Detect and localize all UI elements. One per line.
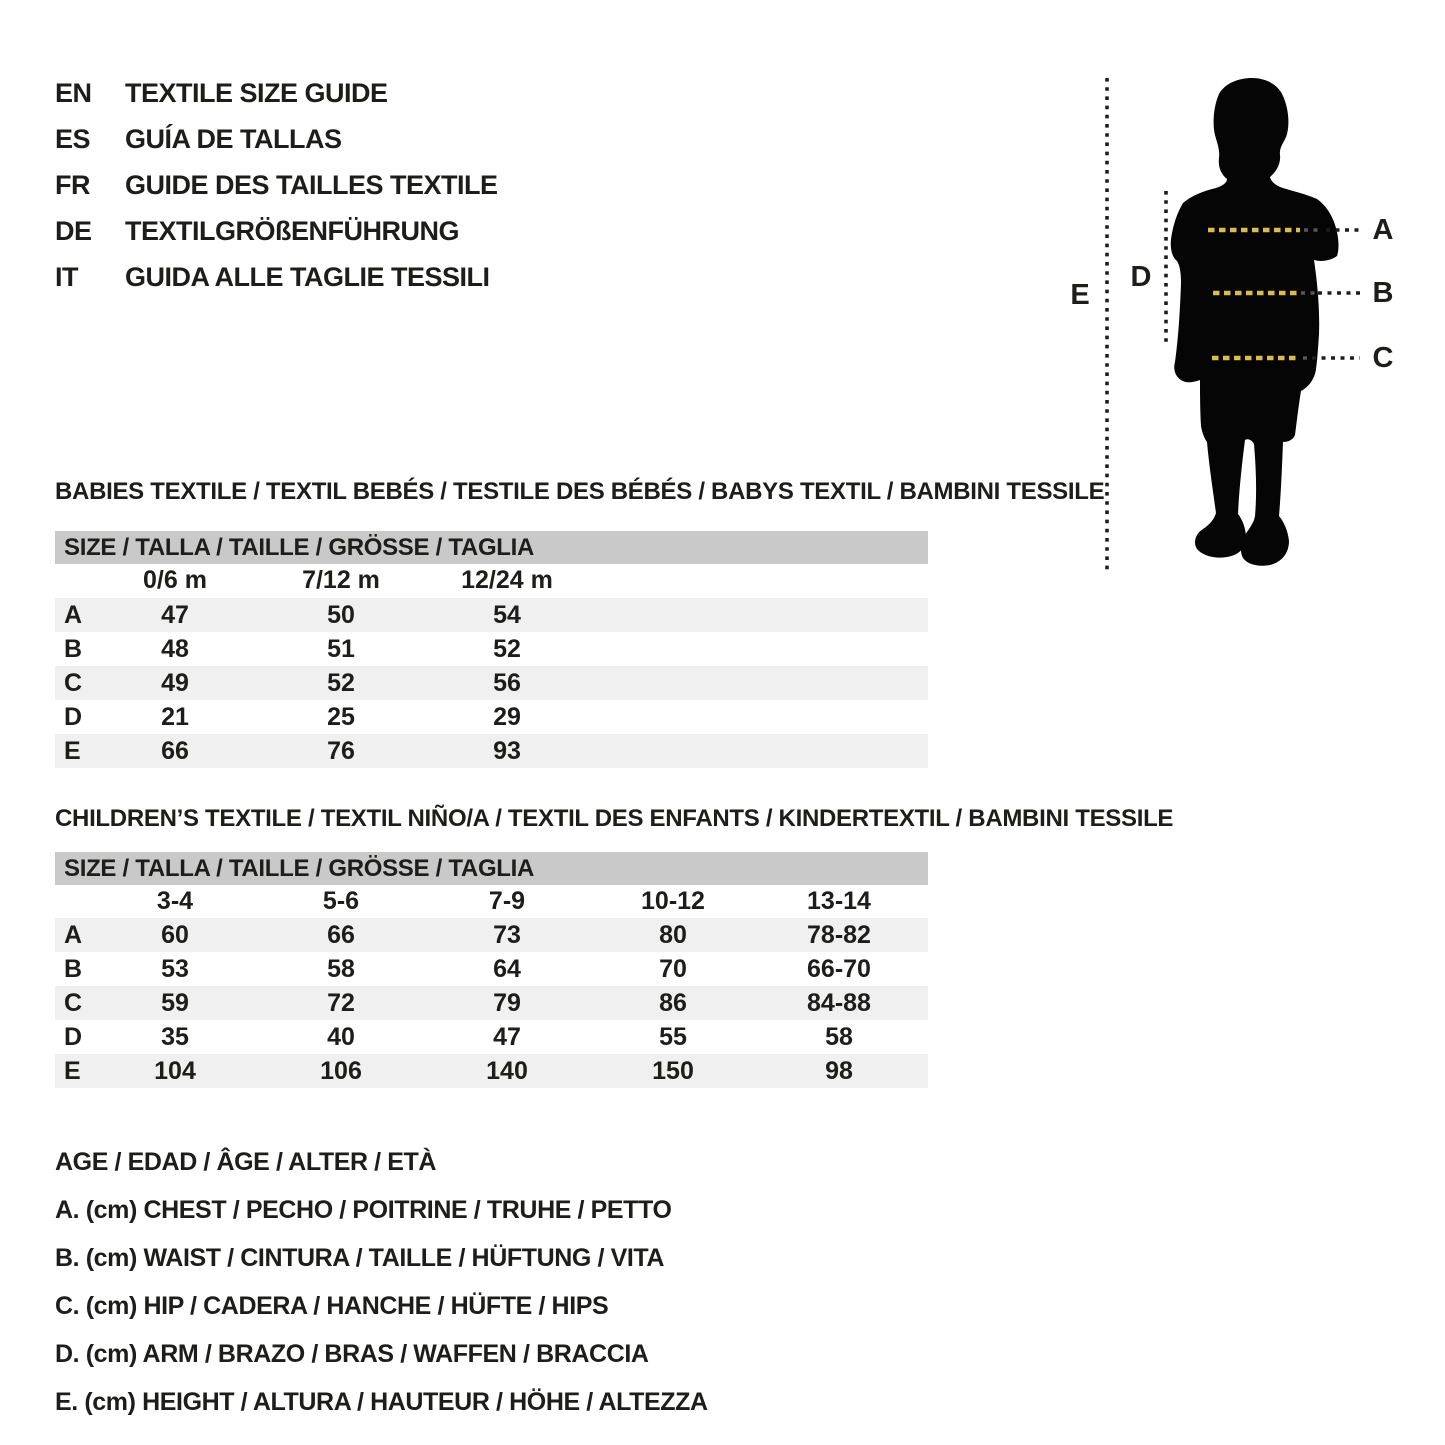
cell-value: 104 [154, 1056, 196, 1085]
cell-value: 53 [161, 954, 189, 983]
lang-row-de [55, 208, 498, 254]
cell-value: 59 [161, 988, 189, 1017]
figure-label-c: C [1372, 342, 1394, 374]
cell-value: 98 [825, 1056, 853, 1085]
cell-value: 58 [825, 1022, 853, 1051]
cell-value: 25 [327, 702, 355, 731]
cell-value: 50 [327, 600, 355, 629]
cell-value: 56 [493, 668, 521, 697]
measurement-figure [1060, 60, 1445, 580]
lang-code: DE [55, 215, 92, 246]
column-header: 0/6 m [143, 566, 207, 594]
cell-value: 66 [161, 736, 189, 765]
children-size-header-bar [55, 852, 928, 885]
legend-age: AGE / EDAD / ÂGE / ALTER / ETÀ [55, 1147, 437, 1176]
cell-value: 52 [493, 634, 521, 663]
row-label: D [64, 1022, 83, 1051]
table-row [55, 632, 928, 666]
lang-code: FR [55, 169, 90, 200]
babies-section-title: BABIES TEXTILE / TEXTIL BEBÉS / TESTILE DES BÉBÉS / BABYS TEXTIL / BAMBINI TESSILE [55, 478, 1105, 505]
cell-value: 55 [659, 1022, 687, 1051]
lang-code: ES [55, 123, 91, 154]
children-column-header-row [55, 885, 928, 918]
table-row [55, 1054, 928, 1088]
table-row [55, 986, 928, 1020]
language-guide [55, 70, 498, 300]
legend-chest: A. (cm) CHEST / PECHO / POITRINE / TRUHE / PETTO [55, 1195, 672, 1224]
cell-value: 35 [161, 1022, 189, 1051]
cell-value: 40 [327, 1022, 355, 1051]
lang-row-fr [55, 162, 498, 208]
cell-value: 78-82 [807, 920, 871, 949]
lang-title: TEXTILE SIZE GUIDE [125, 77, 388, 108]
babies-size-header: SIZE / TALLA / TAILLE / GRÖSSE / TAGLIA [64, 533, 535, 561]
cell-value: 64 [493, 954, 521, 983]
row-label: E [64, 736, 81, 765]
cell-value: 54 [493, 600, 521, 629]
cell-value: 47 [493, 1022, 521, 1051]
legend-hip: C. (cm) HIP / CADERA / HANCHE / HÜFTE / HIPS [55, 1291, 609, 1320]
cell-value: 73 [493, 920, 521, 949]
cell-value: 66 [327, 920, 355, 949]
lang-row-es [55, 116, 498, 162]
table-row [55, 1020, 928, 1054]
cell-value: 140 [486, 1056, 528, 1085]
cell-value: 80 [659, 920, 687, 949]
table-row [55, 598, 928, 632]
lang-title: GUIDA ALLE TAGLIE TESSILI [125, 261, 490, 292]
row-label: A [64, 600, 83, 629]
column-header: 7/12 m [302, 566, 380, 594]
row-label: E [64, 1056, 81, 1085]
lang-row-it [55, 254, 498, 300]
cell-value: 48 [161, 634, 189, 663]
figure-label-e: E [1070, 279, 1090, 311]
column-header: 3-4 [156, 887, 194, 915]
cell-value: 58 [327, 954, 355, 983]
lang-row-en [55, 70, 498, 116]
legend-arm: D. (cm) ARM / BRAZO / BRAS / WAFFEN / BRACCIA [55, 1339, 649, 1368]
cell-value: 70 [659, 954, 687, 983]
column-header: 13-14 [807, 887, 871, 915]
cell-value: 84-88 [807, 988, 871, 1017]
legend-waist: B. (cm) WAIST / CINTURA / TAILLE / HÜFTUNG / VITA [55, 1243, 665, 1272]
lang-code: EN [55, 77, 92, 108]
cell-value: 52 [327, 668, 355, 697]
cell-value: 93 [493, 736, 521, 765]
table-row [55, 734, 928, 768]
column-header: 7-9 [488, 887, 526, 915]
row-label: C [64, 988, 83, 1017]
babies-column-header-row [55, 564, 928, 597]
cell-value: 66-70 [807, 954, 871, 983]
cell-value: 51 [327, 634, 355, 663]
column-header: 10-12 [641, 887, 705, 915]
lang-title: GUIDE DES TAILLES TEXTILE [125, 169, 498, 200]
child-silhouette-icon [1171, 78, 1339, 566]
children-size-header: SIZE / TALLA / TAILLE / GRÖSSE / TAGLIA [64, 854, 535, 882]
lang-code: IT [55, 261, 78, 292]
column-header: 5-6 [322, 887, 360, 915]
table-row [55, 918, 928, 952]
row-label: A [64, 920, 83, 949]
table-row [55, 666, 928, 700]
row-label: B [64, 634, 83, 663]
children-section-title: CHILDREN’S TEXTILE / TEXTIL NIÑO/A / TEXTIL DES ENFANTS / KINDERTEXTIL / BAMBINI TESSILE [55, 805, 1174, 832]
lang-title: GUÍA DE TALLAS [125, 123, 342, 154]
cell-value: 79 [493, 988, 521, 1017]
row-label: B [64, 954, 83, 983]
cell-value: 76 [327, 736, 355, 765]
table-row [55, 952, 928, 986]
cell-value: 60 [161, 920, 189, 949]
row-label: C [64, 668, 83, 697]
lang-title: TEXTILGRÖßENFÜHRUNG [125, 215, 459, 246]
cell-value: 21 [161, 702, 189, 731]
cell-value: 72 [327, 988, 355, 1017]
legend-height: E. (cm) HEIGHT / ALTURA / HAUTEUR / HÖHE / ALTEZZA [55, 1387, 708, 1416]
babies-size-header-bar [55, 531, 928, 564]
table-row [55, 700, 928, 734]
cell-value: 106 [320, 1056, 362, 1085]
cell-value: 47 [161, 600, 189, 629]
column-header: 12/24 m [461, 566, 553, 594]
figure-label-b: B [1372, 277, 1394, 309]
measurement-legend [55, 1138, 708, 1426]
figure-label-d: D [1130, 261, 1152, 293]
cell-value: 49 [161, 668, 189, 697]
row-label: D [64, 702, 83, 731]
cell-value: 29 [493, 702, 521, 731]
figure-label-a: A [1372, 214, 1394, 246]
cell-value: 86 [659, 988, 687, 1017]
cell-value: 150 [652, 1056, 694, 1085]
